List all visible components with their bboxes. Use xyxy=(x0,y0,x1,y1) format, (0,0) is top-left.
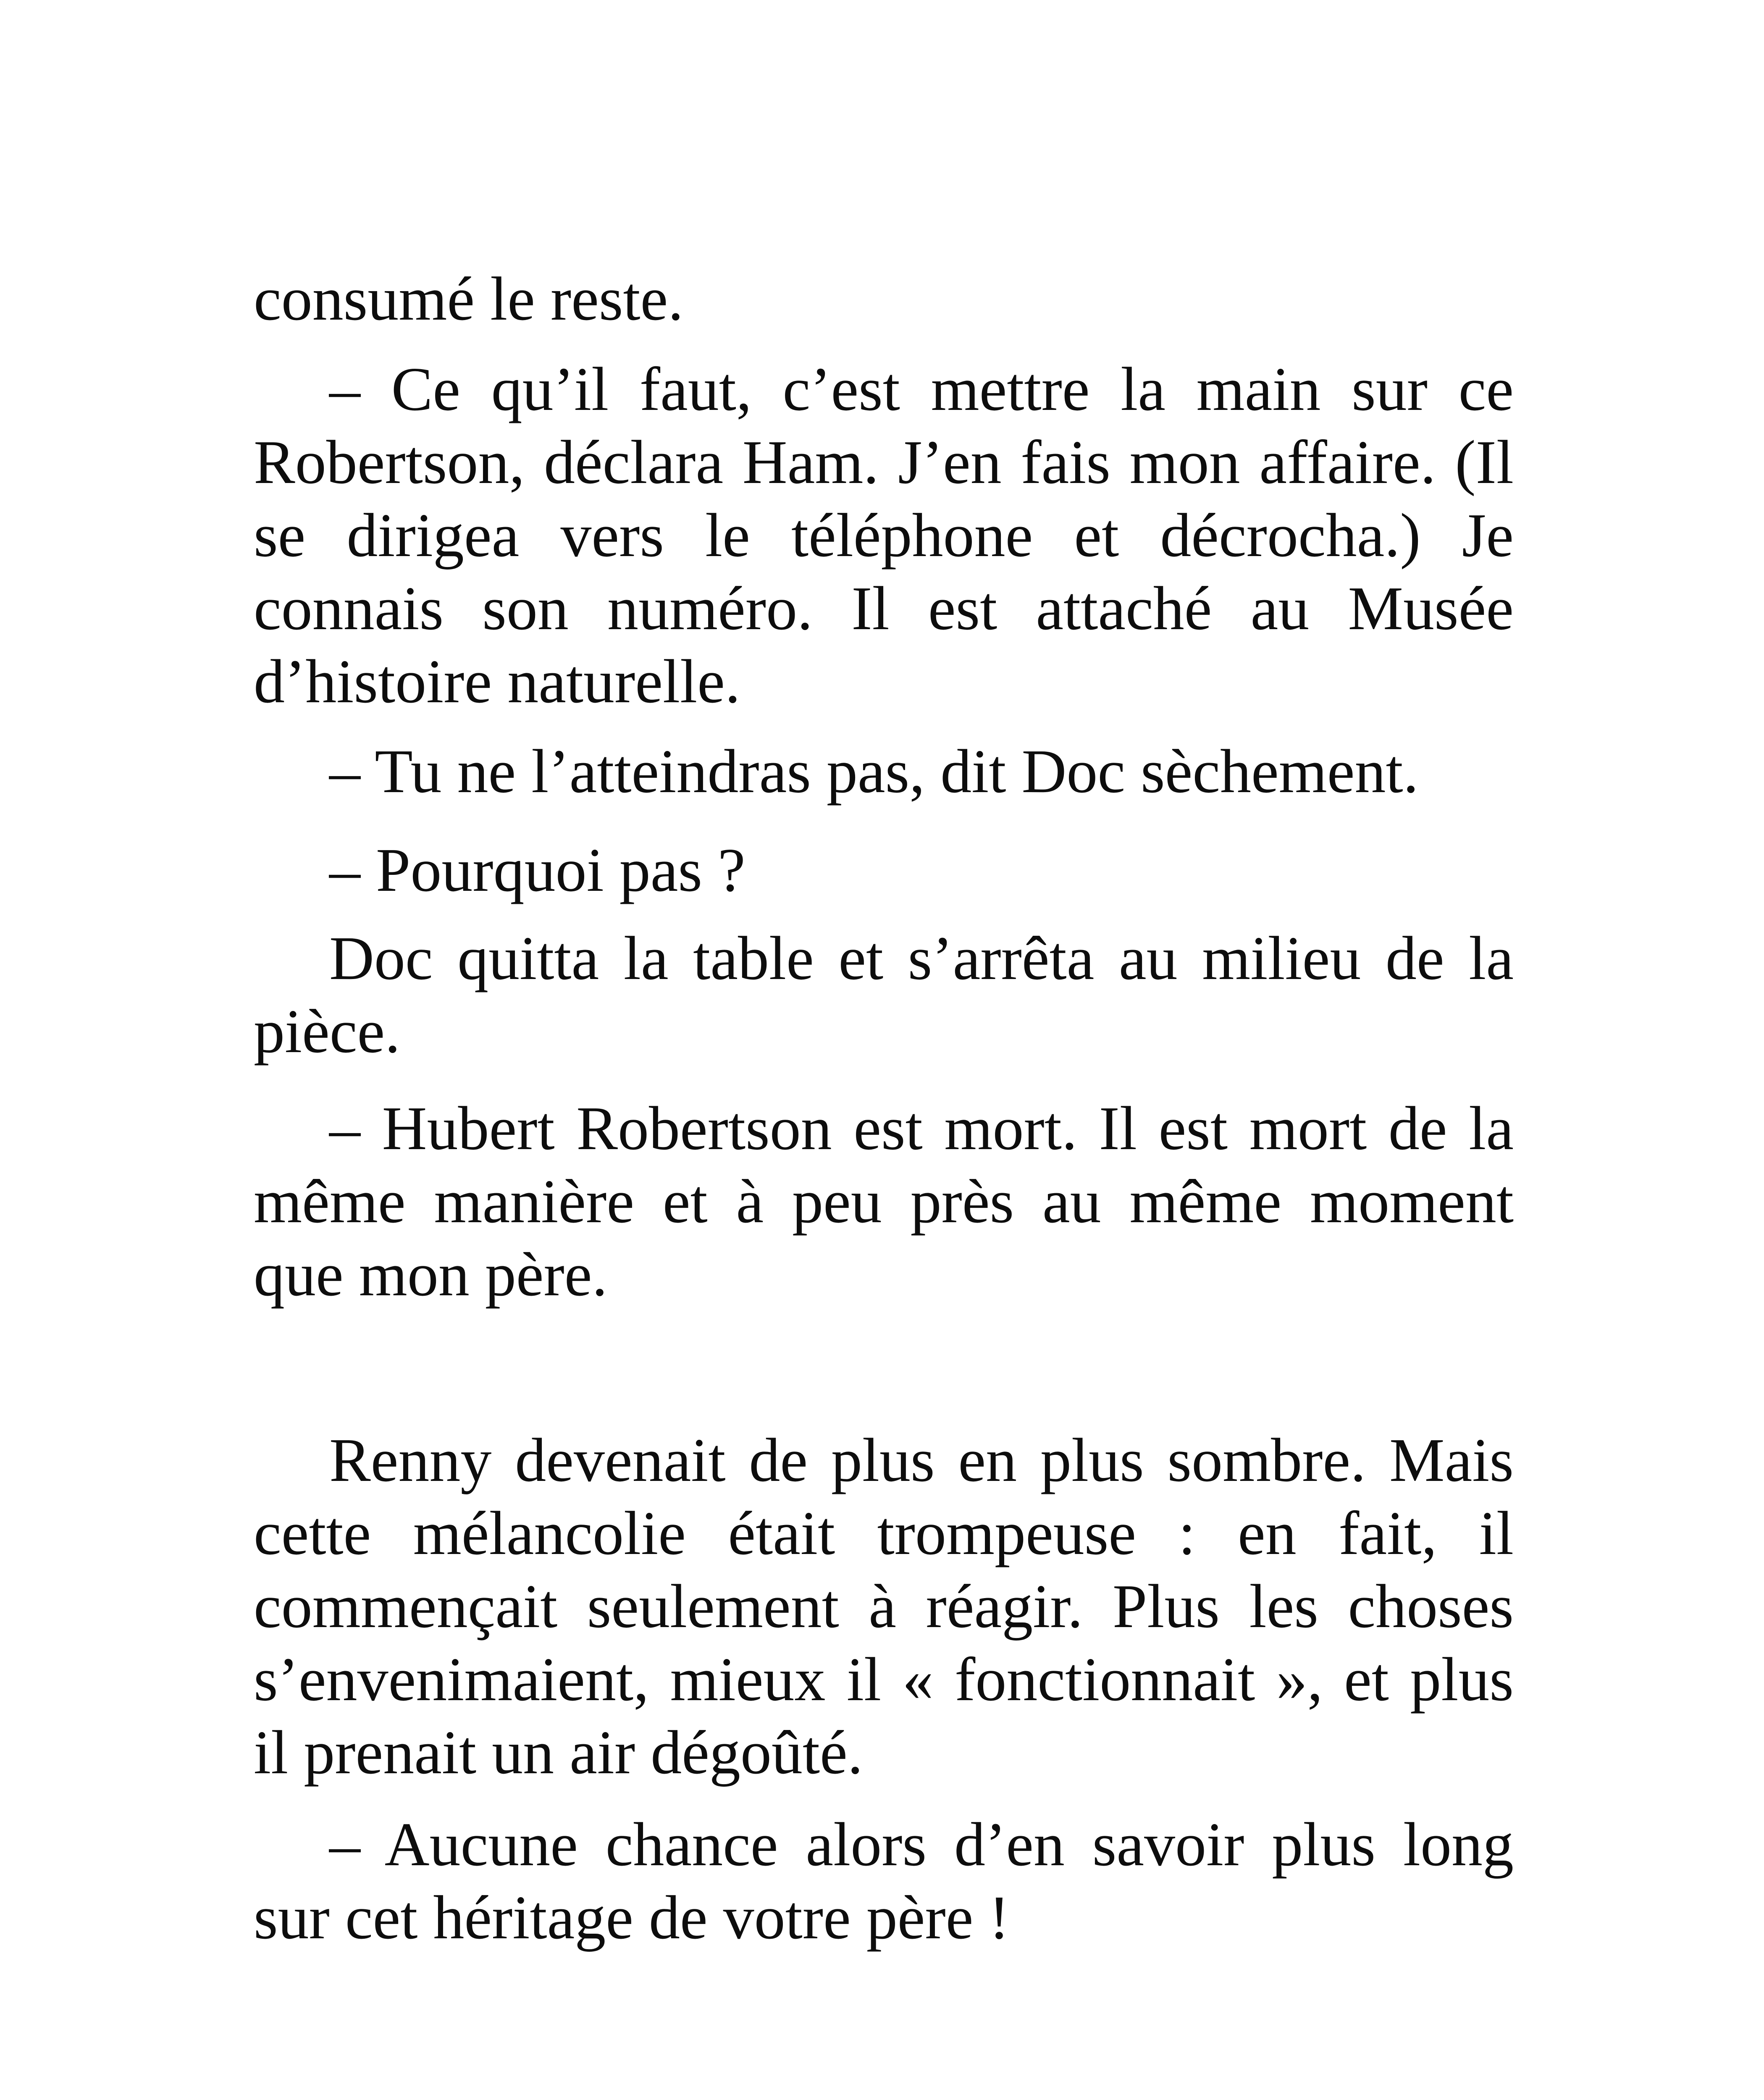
paragraph-text: – Hubert Robertson est mort. Il est mort de la même manière et à peu près au même moment que mon père. xyxy=(254,1094,1514,1309)
paragraph-text: – Tu ne l’atteindras pas, dit Doc sèchement. xyxy=(329,737,1419,806)
paragraph-text: – Pourquoi pas ? xyxy=(329,836,746,905)
paragraph-8 xyxy=(254,1808,1514,1954)
paragraph-text: Renny devenait de plus en plus sombre. Mais cette mélancolie était trompeuse : en fait, il commençait seulement à réagir. Plus les choses s’envenimaient, mieux il « fonctionnait », et plus il prenait un air dégoûté. xyxy=(254,1426,1514,1787)
paragraph-6 xyxy=(254,1092,1514,1311)
paragraph-5 xyxy=(254,922,1514,1068)
paragraph-7 xyxy=(254,1424,1514,1789)
paragraph-text: – Aucune chance alors d’en savoir plus long sur cet héritage de votre père ! xyxy=(254,1810,1514,1952)
paragraph-3 xyxy=(254,735,1514,808)
paragraph-text: Doc quitta la table et s’arrêta au milieu de la pièce. xyxy=(254,924,1514,1066)
paragraph-4 xyxy=(254,834,1514,907)
paragraph-2 xyxy=(254,353,1514,718)
paragraph-text: consumé le reste. xyxy=(254,265,684,333)
paragraph-1 xyxy=(254,262,1514,336)
paragraph-text: – Ce qu’il faut, c’est mettre la main sur ce Robertson, déclara Ham. J’en fais mon affaire. (Il se dirigea vers le téléphone et décrocha.) Je connais son numéro. Il est attaché au Musée d’histoire naturelle. xyxy=(254,355,1514,716)
